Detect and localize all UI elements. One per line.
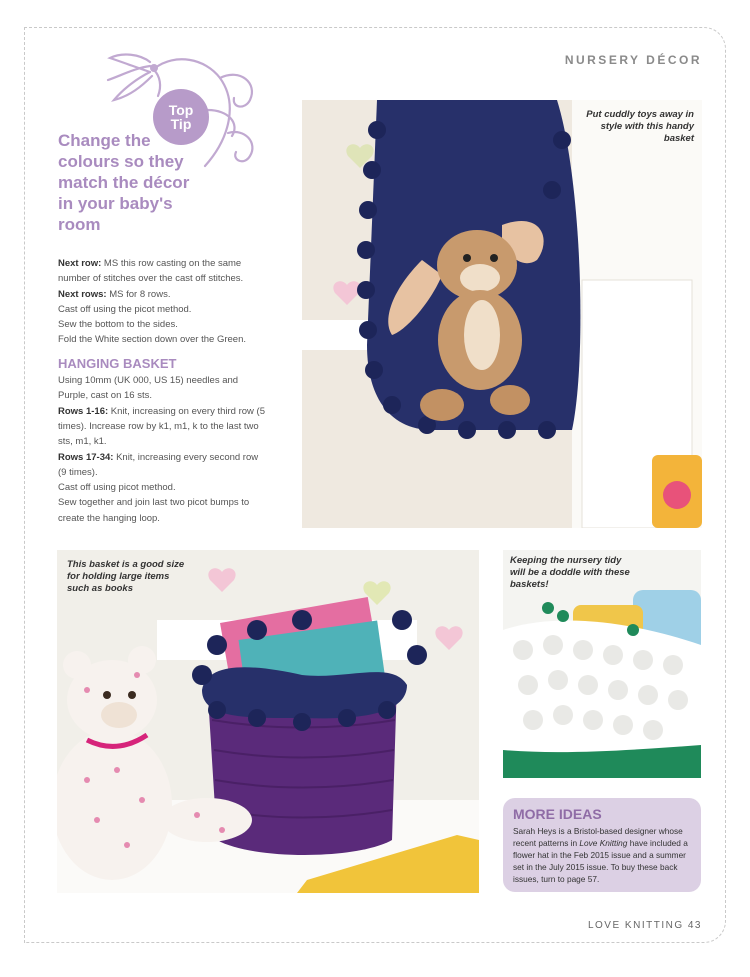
top-tip-heading: Change the colours so they match the décor in your baby's room xyxy=(58,131,190,234)
instruction-line: Sew together and join last two picot bumps to create the hanging loop. xyxy=(58,497,250,524)
instruction-line: Next rows: MS for 8 rows. xyxy=(58,288,171,300)
instruction-line: Rows 17-34: Knit, increasing every second row (9 times). xyxy=(58,451,259,478)
hanging-basket-caption: Put cuddly toys away in style with this handy basket xyxy=(586,109,694,144)
top-tip-label-top: Top xyxy=(168,102,194,118)
large-basket-caption: This basket is a good size for holding large items such as books xyxy=(67,559,185,594)
hanging-basket-heading: HANGING BASKET xyxy=(58,355,177,371)
small-basket-caption: Keeping the nursery tidy will be a doddle with these baskets! xyxy=(510,555,630,590)
instruction-line: Cast off using picot method. xyxy=(58,482,176,494)
pattern-instructions xyxy=(58,256,268,526)
more-ideas-title: MORE IDEAS xyxy=(513,806,602,822)
instruction-line: Next row: MS this row casting on the same number of stitches over the cast off stitches. xyxy=(58,258,244,285)
top-tip-label-bottom: Tip xyxy=(170,116,192,132)
instruction-line: Fold the White section down over the Green. xyxy=(58,334,246,346)
large-basket-photo xyxy=(57,550,479,893)
section-label: NURSERY DÉCOR xyxy=(564,53,702,67)
more-ideas-text: Sarah Heys is a Bristol-based designer whose recent patterns in Love Knitting have included a flower hat in the Feb 2015 issue and a summer set in the July 2015 issue. To buy these back issues, turn to page 57. xyxy=(513,826,688,884)
hanging-basket-illustration xyxy=(282,100,702,528)
magazine-name: LOVE KNITTING xyxy=(587,920,684,931)
page-number: 43 xyxy=(687,920,702,931)
instruction-line: Rows 1-16: Knit, increasing on every third row (5 times). Increase row by k1, m1, k to the last two sts, m1, k1. xyxy=(58,405,265,448)
instruction-line: Cast off using the picot method. xyxy=(58,303,192,315)
page-footer xyxy=(588,920,702,931)
hanging-basket-photo xyxy=(282,100,702,528)
instruction-line: Using 10mm (UK 000, US 15) needles and Purple, cast on 16 sts. xyxy=(58,375,239,402)
large-basket-illustration xyxy=(57,550,479,893)
more-ideas-box xyxy=(503,798,701,892)
instruction-line: Sew the bottom to the sides. xyxy=(58,319,178,331)
